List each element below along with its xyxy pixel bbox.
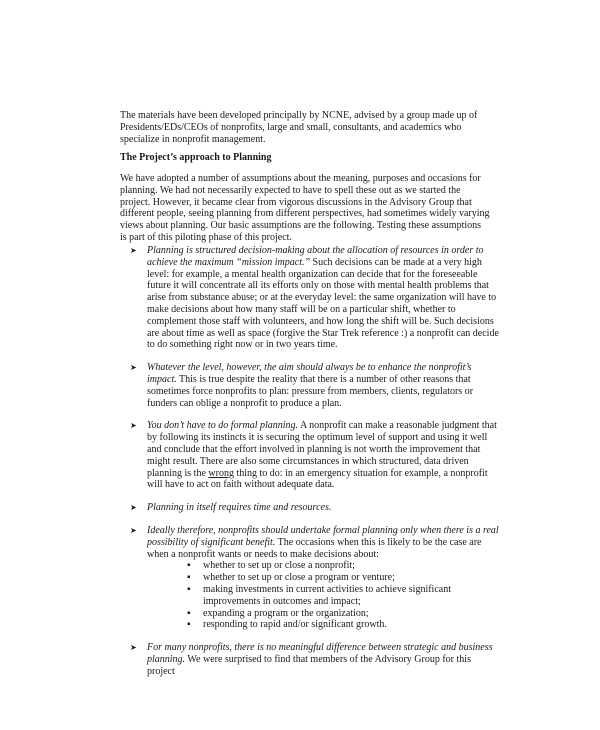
intro-paragraph: The materials have been developed principally by NCNE, advised by a group made up of Presidents/EDs/CEOs of nonprofits, large and small, consultants, and academics who specialize in nonprofit management. bbox=[120, 110, 478, 145]
list-item bbox=[130, 642, 500, 677]
arrowhead-bullet-icon: ➤ bbox=[130, 246, 137, 255]
arrowhead-bullet-icon: ➤ bbox=[130, 503, 137, 513]
list-item bbox=[130, 502, 500, 514]
bullet-lead: Ideally therefore, nonprofits should undertake formal planning only when there is a real possibility of significant benefit. bbox=[147, 524, 499, 548]
square-bullet-icon: ▪ bbox=[187, 583, 191, 595]
list-item bbox=[130, 362, 500, 409]
square-bullet-icon: ▪ bbox=[187, 560, 191, 572]
arrowhead-bullet-icon: ➤ bbox=[130, 421, 137, 431]
arrowhead-bullet-icon: ➤ bbox=[130, 363, 137, 373]
arrowhead-bullet-icon: ➤ bbox=[130, 525, 137, 535]
bullet-lead: You don’t have to do formal planning. bbox=[147, 420, 299, 432]
bullet-lead: Planning is structured decision-making about the allocation of resources in order to achieve the maximum “mission impact.” bbox=[147, 245, 484, 268]
bullet-lead: Planning in itself requires time and resources. bbox=[147, 502, 332, 514]
assumptions-list bbox=[130, 245, 500, 678]
bullet-body: The occasions when this is likely to be the case are when a nonprofit wants or needs to make decisions about: bbox=[147, 536, 482, 560]
sub-list-item: ▪ expanding a program or the organization; bbox=[187, 607, 369, 619]
list-item bbox=[130, 420, 500, 491]
bullet-body-continued: thing to do: in an emergency situation for example, a nonprofit will have to act on faith without adequate data. bbox=[147, 467, 488, 491]
arrowhead-bullet-icon: ➤ bbox=[130, 643, 137, 653]
square-bullet-icon: ▪ bbox=[187, 619, 191, 631]
section-heading: The Project’s approach to Planning bbox=[120, 152, 272, 163]
list-item bbox=[130, 525, 500, 631]
square-bullet-icon: ▪ bbox=[187, 607, 191, 619]
bullet-lead: For many nonprofits, there is no meaningful difference between strategic and business planning. bbox=[147, 642, 493, 665]
bullet-body: We were surprised to find that members of the Advisory Group for this project bbox=[147, 653, 471, 677]
approach-paragraph: We have adopted a number of assumptions about the meaning, purposes and occasions for planning. We had not necessarily expected to have to spell these out as we started the project. However, it became clear from vigorous discussions in the Advisory Group that different people, seeing planning from different perspectives, had sometimes widely varying views about planning. Our basic assumptions are the following. Testing these assumptions is part of this piloting phase of this project. bbox=[120, 173, 490, 243]
sub-list-item: ▪ whether to set up or close a nonprofit; bbox=[187, 560, 355, 572]
square-bullet-icon: ▪ bbox=[187, 572, 191, 584]
sub-list-item: ▪ whether to set up or close a program or venture; bbox=[187, 572, 395, 584]
sub-list-item: ▪ responding to rapid and/or significant growth. bbox=[187, 619, 387, 631]
list-item bbox=[130, 245, 500, 351]
decision-occasions-list bbox=[187, 560, 500, 631]
bullet-body: A nonprofit can make a reasonable judgment that by following its instincts it is securing the optimum level of support and using it well and conclude that the effort involved in planning is not worth the improvement that might result. There are also some circumstances in which structured, data driven planning is the bbox=[147, 420, 497, 479]
bullet-body: Such decisions can be made at a very high level: for example, a mental health organization can decide that for the foreseeable future it will concentrate all its efforts only on those with mental health problems that arise from substance abuse; or at the everyday level: the same organization will have to make decisions about how many staff will be on a particular shift, whether to complement those staff with volunteers, and how long the shift will be. Such decisions are about time as well as space (forgive the Star Trek reference :) a nonprofit can decide to do something right now or in two years time. bbox=[147, 256, 499, 351]
underlined-word: wrong bbox=[208, 467, 234, 479]
bullet-body: This is true despite the reality that there is a number of other reasons that sometimes force nonprofits to plan: pressure from members, clients, regulators or funders can oblige a nonprofit to produce a plan. bbox=[147, 373, 474, 409]
sub-list-item: ▪ making investments in current activities to achieve significant improvements in outcomes and impact; bbox=[187, 583, 451, 607]
bullet-lead: Whatever the level, however, the aim should always be to enhance the nonprofit’s impact. bbox=[147, 362, 472, 385]
